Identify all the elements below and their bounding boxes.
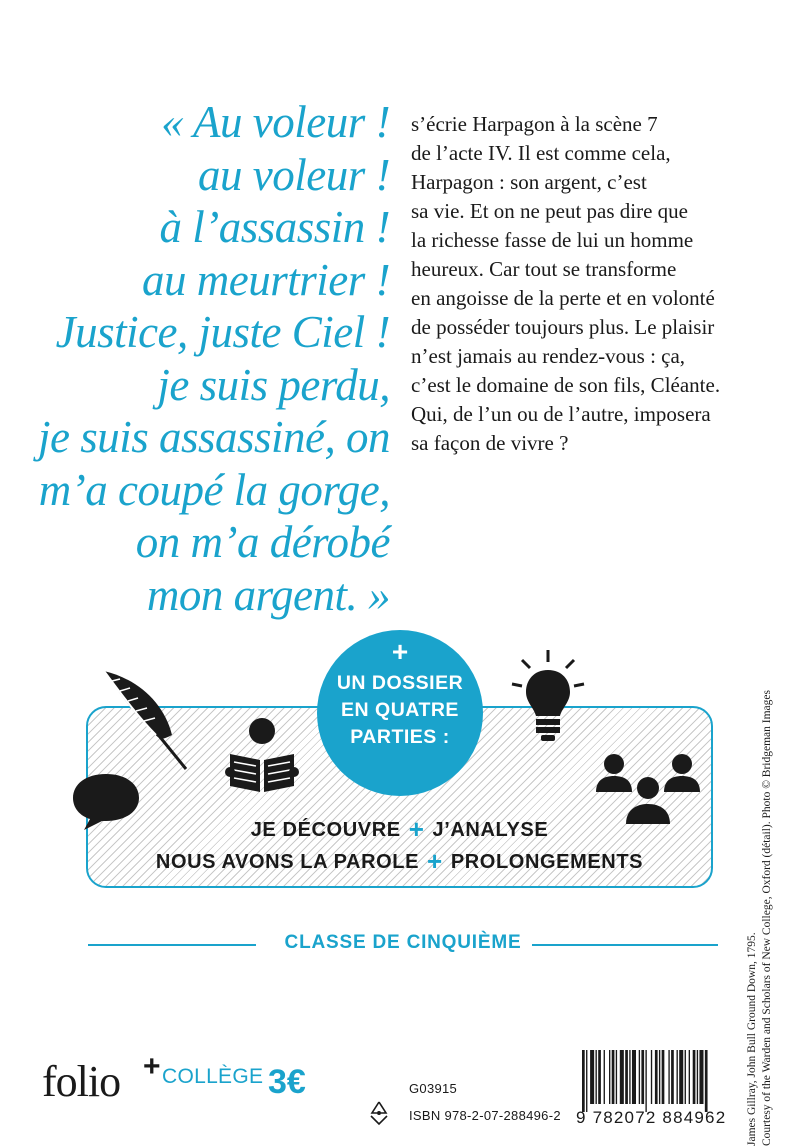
barcode-bar: [625, 1050, 628, 1104]
blurb-paragraph: [411, 110, 771, 458]
price: 3€: [268, 1063, 306, 1101]
barcode-bar: [609, 1050, 610, 1104]
blurb-line: de l’acte IV. Il est comme cela,: [411, 141, 671, 165]
quote-line: je suis perdu,: [157, 359, 390, 410]
blurb-line: en angoisse de la perte et en volonté: [411, 286, 715, 310]
blurb-line: de posséder toujours plus. Le plaisir: [411, 315, 715, 339]
barcode-bar: [590, 1050, 594, 1104]
barcode-bar: [659, 1050, 660, 1104]
barcode-bar: [616, 1050, 617, 1104]
barcode-bar: [699, 1050, 703, 1104]
barcode-bar: [693, 1050, 696, 1104]
blurb-line: c’est le domaine de son fils, Cléante.: [411, 373, 721, 397]
blurb-line: sa vie. Et on ne peut pas dire que: [411, 199, 688, 223]
blurb-line: Harpagon : son argent, c’est: [411, 170, 647, 194]
dossier-topics-row-1: [86, 814, 713, 845]
dossier-title-line: EN QUATRE: [341, 699, 459, 721]
credit-line: James Gillray, John Bull Ground Down, 1795.: [746, 932, 758, 1146]
barcode-bar: [598, 1050, 601, 1104]
publisher-logo-plus: +: [143, 1050, 161, 1083]
quill-icon: [98, 665, 198, 775]
quote-line: on m’a dérobé: [135, 517, 390, 567]
class-level-banner: [88, 930, 718, 960]
barcode-bar: [596, 1050, 597, 1104]
barcode-bar: [612, 1050, 615, 1104]
quote-line: à l’assassin !: [159, 202, 390, 252]
barcode-bar: [655, 1050, 658, 1104]
dossier-title-line: UN DOSSIER: [336, 672, 464, 694]
blurb-line: Qui, de l’un ou de l’autre, imposera: [411, 402, 711, 426]
barcode-bar: [639, 1050, 640, 1104]
class-level-label: CLASSE DE CINQUIÈME: [284, 932, 522, 953]
lightbulb-icon: [510, 648, 586, 748]
collection-name: COLLÈGE: [162, 1065, 264, 1088]
topic-label: J’ANALYSE: [432, 819, 549, 841]
blurb-line: s’écrie Harpagon à la scène 7: [411, 112, 658, 136]
barcode-bar: [620, 1050, 624, 1104]
plus-separator-icon: +: [427, 846, 443, 876]
barcode-bar: [662, 1050, 665, 1104]
divider-right: [532, 944, 718, 946]
recycling-mark-icon: [368, 1100, 390, 1126]
barcode-bar: [604, 1050, 605, 1104]
blurb-line: n’est jamais au rendez-vous : ça,: [411, 344, 686, 368]
plus-icon: +: [391, 636, 409, 667]
reader-icon: [224, 716, 300, 796]
quote-line: je suis assassiné, on: [37, 412, 390, 462]
barcode-bar: [641, 1050, 644, 1104]
barcode-bar: [668, 1050, 669, 1104]
product-code: G03915: [409, 1081, 458, 1096]
barcode-bar: [705, 1050, 708, 1112]
barcode-bar: [582, 1050, 585, 1112]
topic-label: NOUS AVONS LA PAROLE: [155, 851, 420, 873]
image-credit: [745, 636, 775, 1146]
credit-line: Courtesy of the Warden and Scholars of New College, Oxford (détail). Photo © Bridgeman Images: [761, 690, 773, 1146]
barcode-bar: [685, 1050, 686, 1104]
quote-line: « Au voleur !: [161, 97, 390, 147]
pull-quote: [38, 96, 390, 621]
topic-label: JE DÉCOUVRE: [250, 819, 401, 841]
barcode-bar: [679, 1050, 683, 1104]
quote-line: Justice, juste Ciel !: [55, 307, 390, 357]
topic-label: PROLONGEMENTS: [450, 851, 644, 873]
barcode-bar: [651, 1050, 652, 1104]
quote-line: mon argent. »: [146, 569, 390, 620]
barcode-bar: [645, 1050, 646, 1112]
quote-line: au voleur !: [198, 149, 390, 200]
barcode-bar: [629, 1050, 630, 1104]
blurb-line: la richesse fasse de lui un homme: [411, 228, 694, 252]
blurb-line: sa façon de vivre ?: [411, 431, 569, 455]
plus-separator-icon: +: [408, 814, 425, 844]
dossier-circle-badge: [317, 630, 483, 796]
barcode-bar: [671, 1050, 674, 1104]
barcode-bar: [677, 1050, 678, 1104]
blurb-line: heureux. Car tout se transforme: [411, 257, 677, 281]
dossier-title: [317, 670, 483, 751]
barcode-bar: [689, 1050, 690, 1104]
barcode-bar: [697, 1050, 698, 1104]
quote-line: au meurtrier !: [142, 254, 390, 305]
quote-line: m’a coupé la gorge,: [38, 464, 390, 515]
barcode-bar: [632, 1050, 636, 1104]
barcode-digits: 9 782072 884962: [576, 1108, 727, 1127]
barcode-bar: [586, 1050, 587, 1112]
dossier-title-line: PARTIES :: [350, 726, 450, 748]
dossier-topics-row-2: [86, 846, 713, 877]
isbn: ISBN 978-2-07-288496-2: [409, 1108, 561, 1123]
publisher-logo: folio: [42, 1057, 121, 1106]
